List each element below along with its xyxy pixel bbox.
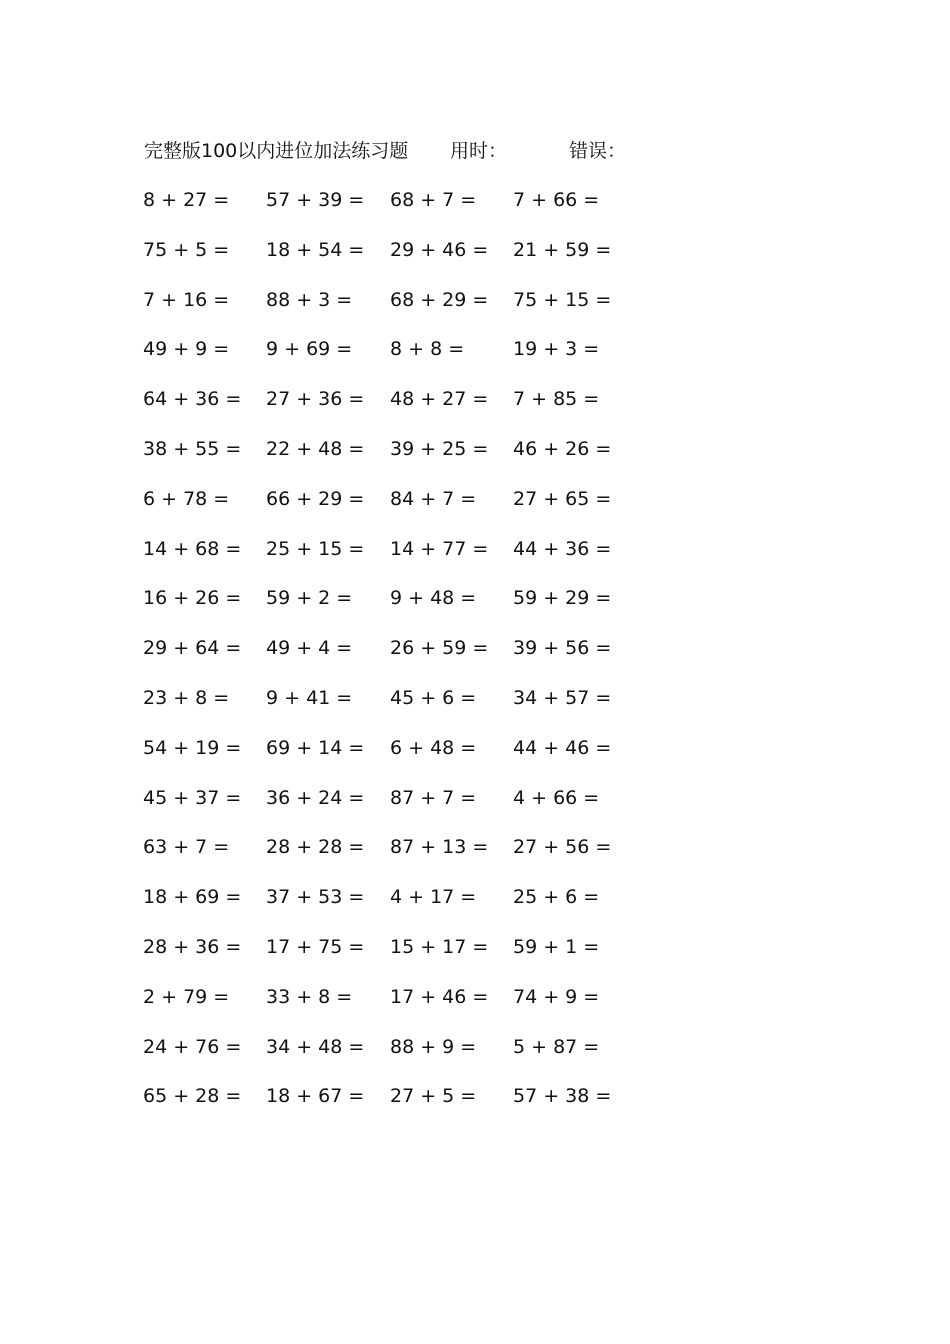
- addition-problem: 68 + 7 =: [390, 189, 477, 211]
- problem-row: [0, 335, 950, 385]
- addition-problem: 22 + 48 =: [266, 437, 365, 460]
- addition-problem: 87 + 13 =: [390, 836, 489, 859]
- problem-row: [0, 833, 950, 883]
- addition-problem: 34 + 48 =: [266, 1035, 365, 1058]
- addition-problem: 75 + 5 =: [143, 238, 230, 261]
- addition-problem: 66 + 29 =: [266, 487, 365, 510]
- addition-problem: 27 + 65 =: [513, 487, 612, 510]
- addition-problem: 49 + 9 =: [143, 338, 230, 361]
- addition-problem: 23 + 8 =: [143, 686, 230, 709]
- addition-problem: 8 + 27 =: [143, 189, 230, 211]
- addition-problem: 59 + 29 =: [513, 587, 612, 610]
- problem-row: [0, 634, 950, 684]
- addition-problem: 27 + 56 =: [513, 836, 612, 859]
- addition-problem: 8 + 8 =: [390, 338, 465, 361]
- problem-row: [0, 784, 950, 834]
- problem-row: [0, 734, 950, 784]
- problem-row: [0, 584, 950, 634]
- addition-problem: 29 + 46 =: [390, 238, 489, 261]
- addition-problem: 69 + 14 =: [266, 736, 365, 759]
- addition-problem: 65 + 28 =: [143, 1085, 242, 1108]
- worksheet-title: 完整版100以内进位加法练习题: [144, 140, 409, 162]
- addition-problem: 68 + 29 =: [390, 288, 489, 311]
- addition-problem: 75 + 15 =: [513, 288, 612, 311]
- addition-problem: 25 + 15 =: [266, 537, 365, 560]
- addition-problem: 28 + 28 =: [266, 836, 365, 859]
- addition-problem: 48 + 27 =: [390, 388, 489, 411]
- problem-grid: [0, 186, 950, 1132]
- addition-problem: 9 + 69 =: [266, 338, 353, 361]
- time-label: 用时：: [450, 140, 508, 162]
- addition-problem: 26 + 59 =: [390, 637, 489, 660]
- problem-row: [0, 883, 950, 933]
- addition-problem: 21 + 59 =: [513, 238, 612, 261]
- problem-row: [0, 385, 950, 435]
- addition-problem: 18 + 69 =: [143, 886, 242, 909]
- addition-problem: 4 + 17 =: [390, 886, 477, 909]
- problem-row: [0, 286, 950, 336]
- addition-problem: 87 + 7 =: [390, 786, 477, 809]
- addition-problem: 38 + 55 =: [143, 437, 242, 460]
- errors-label: 错误：: [569, 140, 627, 162]
- addition-problem: 28 + 36 =: [143, 935, 242, 958]
- addition-problem: 44 + 46 =: [513, 736, 612, 759]
- problem-row: [0, 684, 950, 734]
- addition-problem: 74 + 9 =: [513, 985, 600, 1008]
- addition-problem: 27 + 5 =: [390, 1085, 477, 1108]
- addition-problem: 34 + 57 =: [513, 686, 612, 709]
- addition-problem: 14 + 77 =: [390, 537, 489, 560]
- addition-problem: 17 + 75 =: [266, 935, 365, 958]
- addition-problem: 37 + 53 =: [266, 886, 365, 909]
- addition-problem: 57 + 39 =: [266, 189, 365, 211]
- addition-problem: 88 + 3 =: [266, 288, 353, 311]
- addition-problem: 33 + 8 =: [266, 985, 353, 1008]
- addition-problem: 14 + 68 =: [143, 537, 242, 560]
- addition-problem: 39 + 25 =: [390, 437, 489, 460]
- problem-row: [0, 1082, 950, 1132]
- addition-problem: 18 + 54 =: [266, 238, 365, 261]
- problem-row: [0, 435, 950, 485]
- addition-problem: 46 + 26 =: [513, 437, 612, 460]
- addition-problem: 84 + 7 =: [390, 487, 477, 510]
- problem-row: [0, 485, 950, 535]
- problem-row: [0, 983, 950, 1033]
- addition-problem: 19 + 3 =: [513, 338, 600, 361]
- addition-problem: 64 + 36 =: [143, 388, 242, 411]
- addition-problem: 54 + 19 =: [143, 736, 242, 759]
- addition-problem: 7 + 85 =: [513, 388, 600, 411]
- addition-problem: 24 + 76 =: [143, 1035, 242, 1058]
- addition-problem: 49 + 4 =: [266, 637, 353, 660]
- addition-problem: 45 + 6 =: [390, 686, 477, 709]
- addition-problem: 45 + 37 =: [143, 786, 242, 809]
- addition-problem: 2 + 79 =: [143, 985, 230, 1008]
- problem-row: [0, 236, 950, 286]
- addition-problem: 63 + 7 =: [143, 836, 230, 859]
- addition-problem: 88 + 9 =: [390, 1035, 477, 1058]
- addition-problem: 36 + 24 =: [266, 786, 365, 809]
- addition-problem: 44 + 36 =: [513, 537, 612, 560]
- addition-problem: 25 + 6 =: [513, 886, 600, 909]
- addition-problem: 5 + 87 =: [513, 1035, 600, 1058]
- addition-problem: 59 + 2 =: [266, 587, 353, 610]
- addition-problem: 18 + 67 =: [266, 1085, 365, 1108]
- addition-problem: 7 + 66 =: [513, 189, 600, 211]
- addition-problem: 7 + 16 =: [143, 288, 230, 311]
- addition-problem: 4 + 66 =: [513, 786, 600, 809]
- addition-problem: 17 + 46 =: [390, 985, 489, 1008]
- addition-problem: 9 + 41 =: [266, 686, 353, 709]
- addition-problem: 29 + 64 =: [143, 637, 242, 660]
- addition-problem: 59 + 1 =: [513, 935, 600, 958]
- addition-problem: 39 + 56 =: [513, 637, 612, 660]
- problem-row: [0, 933, 950, 983]
- problem-row: [0, 1033, 950, 1083]
- addition-problem: 27 + 36 =: [266, 388, 365, 411]
- addition-problem: 15 + 17 =: [390, 935, 489, 958]
- addition-problem: 6 + 78 =: [143, 487, 230, 510]
- addition-problem: 16 + 26 =: [143, 587, 242, 610]
- problem-row: [0, 535, 950, 585]
- worksheet-header: [0, 137, 950, 165]
- problem-row: [0, 186, 950, 236]
- addition-problem: 9 + 48 =: [390, 587, 477, 610]
- addition-problem: 57 + 38 =: [513, 1085, 612, 1108]
- addition-problem: 6 + 48 =: [390, 736, 477, 759]
